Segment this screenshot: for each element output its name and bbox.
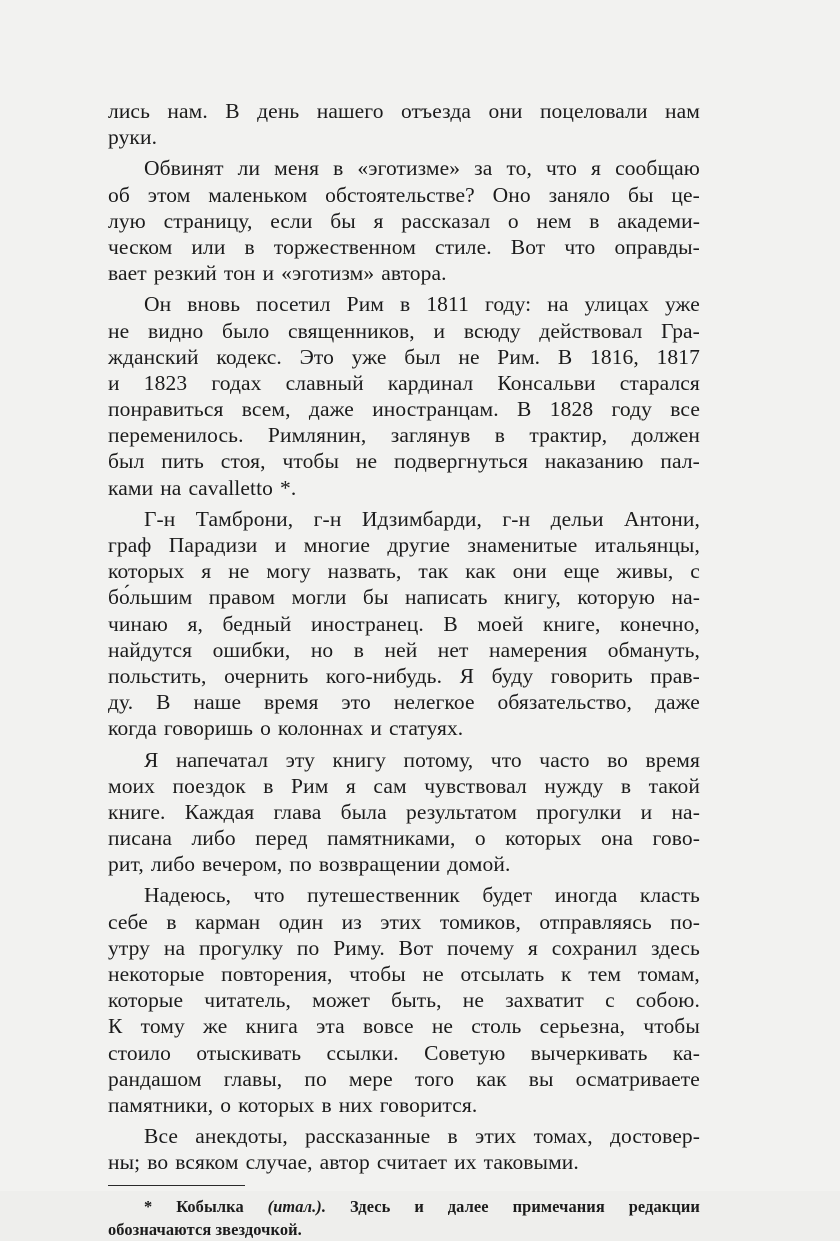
main-text (108, 98, 700, 1241)
paragraph-p6 (108, 1123, 700, 1175)
text-line: стоило отыскивать ссылки. Советую вычеркивать ка- (108, 1040, 700, 1065)
text-line: лую страницу, если бы я рассказал о нем в академи- (108, 208, 700, 233)
text-line: некоторые повторения, чтобы не отсылать к тем томам, (108, 962, 700, 986)
footnote-marker: * (144, 1196, 153, 1216)
text-line: К тому же книга эта вовсе не столь серьезна, чтобы (108, 1014, 700, 1039)
text-line: руки. (108, 125, 158, 150)
footnote-term: Кобылка (176, 1196, 244, 1216)
text-line: утру на прогулку по Риму. Вот почему я сохранил здесь (108, 935, 700, 960)
text-line: вает резкий тон и «эготизм» автора. (108, 261, 447, 286)
text-line: чинаю я, бедный иностранец. В моей книге, конечно, (108, 611, 700, 636)
paragraph-p5 (108, 882, 700, 1118)
text-line: ками на cavalletto *. (108, 475, 297, 500)
text-line: был пить стоя, чтобы не подвергнуться наказанию пал- (108, 449, 700, 474)
text-line: моих поездок в Рим я сам чувствовал нужду в такой (108, 773, 700, 798)
text-line: переменилось. Римлянин, заглянув в трактир, должен (108, 423, 700, 448)
text-line: ду. В наше время это нелегкое обязательство, даже (108, 690, 700, 715)
paragraph-p4 (108, 747, 700, 878)
text-line: бо́льшим правом могли бы написать книгу, которую на- (108, 585, 700, 610)
text-line: рит, либо вечером, по возвращении домой. (108, 852, 511, 877)
text-line: когда говоришь о колоннах и статуях. (108, 716, 464, 741)
text-line: граф Парадизи и многие другие знаменитые итальянцы, (108, 533, 700, 557)
footnote (108, 1195, 700, 1241)
text-line: которых я не могу назвать, так как они еще живы, с (108, 559, 700, 584)
paragraph-p3 (108, 506, 700, 742)
paragraph-p2 (108, 291, 700, 501)
text-line: Я напечатал эту книгу потому, что часто во время (144, 747, 700, 772)
text-line: памятники, о которых в них говорится. (108, 1092, 478, 1117)
text-line: писана либо перед памятниками, о которых она гово- (108, 826, 700, 851)
text-line: ны; во всяком случае, автор считает их таковыми. (108, 1150, 579, 1175)
text-line: не видно было священников, и всюду действовал Гра- (108, 318, 700, 343)
text-line: ческом или в торжественном стиле. Вот что оправды- (108, 234, 700, 259)
footnote-language-note: (итал.). (267, 1196, 327, 1216)
text-line: польстить, очернить кого-нибудь. Я буду говорить прав- (108, 663, 700, 688)
text-line: Г-н Тамброни, г-н Идзимбарди, г-н дельи Антони, (144, 506, 700, 531)
text-line: понравиться всем, даже иностранцам. В 1828 году все (108, 397, 700, 422)
paragraph-p0 (108, 98, 700, 150)
text-line: жданский кодекс. Это уже был не Рим. В 1816, 1817 (108, 344, 700, 369)
text-line: которые читатель, может быть, не захватит с собою. (108, 988, 700, 1013)
footnote-rule (108, 1185, 245, 1186)
text-line: рандашом главы, по мере того как вы осматриваете (108, 1066, 700, 1091)
text-line: и 1823 годах славный кардинал Консальви старался (108, 370, 700, 395)
text-line: Обвинят ли меня в «эготизме» за то, что я сообщаю (144, 156, 700, 181)
text-line: об этом маленьком обстоятельстве? Оно заняло бы це- (108, 182, 700, 207)
text-line: Он вновь посетил Рим в 1811 году: на улицах уже (144, 292, 700, 317)
text-line: Надеюсь, что путешественник будет иногда класть (144, 883, 700, 908)
text-line: найдутся ошибки, но в ней нет намерения обмануть, (108, 637, 700, 662)
footnote-line-2: обозначаются звездочкой. (108, 1219, 302, 1239)
footnote-line-1: * Кобылка (итал.). Здесь и далее примечания редакции (144, 1196, 700, 1216)
text-line: себе в карман один из этих томиков, отправляясь по- (108, 909, 700, 934)
paragraph-p1 (108, 155, 700, 286)
text-line: Все анекдоты, рассказанные в этих томах, достовер- (144, 1124, 700, 1149)
text-line: книге. Каждая глава была результатом прогулки и на- (108, 799, 700, 824)
text-line: лись нам. В день нашего отъезда они поцеловали нам (108, 99, 700, 123)
